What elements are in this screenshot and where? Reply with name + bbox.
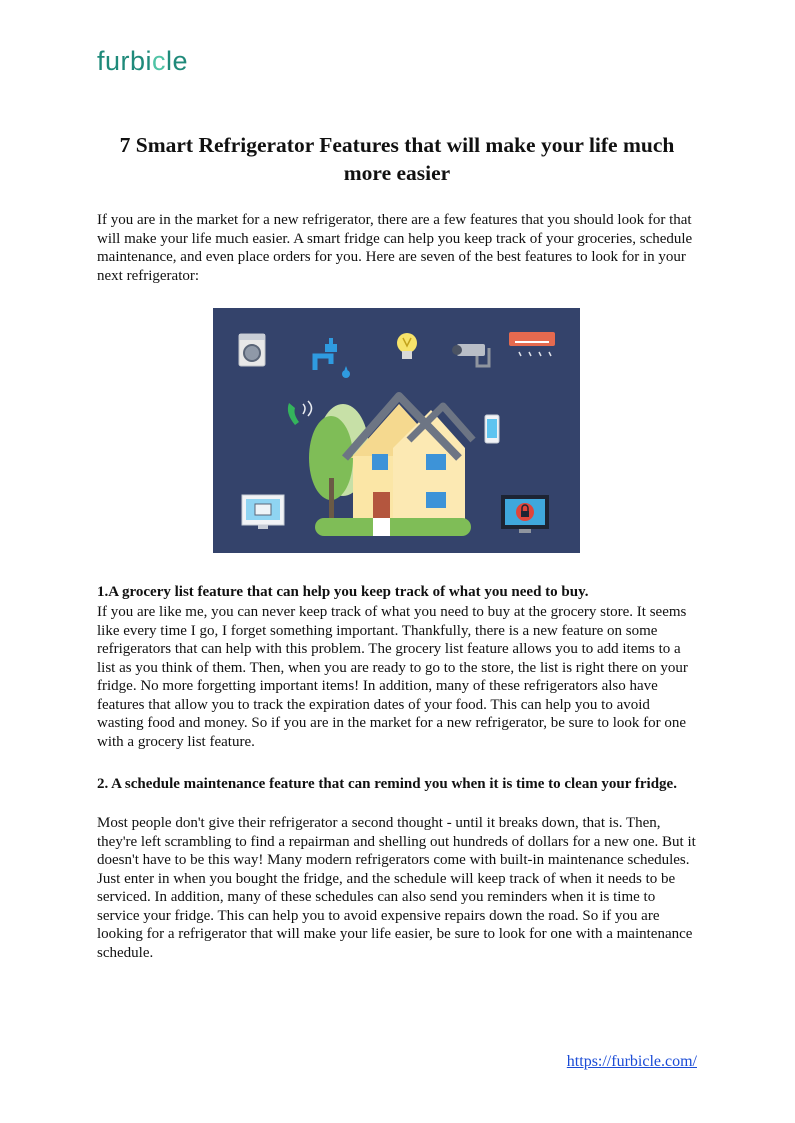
- section-1-body: If you are like me, you can never keep track of what you need to buy at the grocery store. It seems like every time I go, I forget something important. Thankfully, there is a new feature on some refrigerators that can help with this problem. The grocery list feature allows you to add items to a list as you think of them. Then, when you are ready to go to the store, the list is right there on your fridge. No more forgetting important items! In addition, many of these refrigerators also have features that allow you to track the expiration dates of your food. This can help you to avoid wasting food and money. So if you are in the market for a new refrigerator, be sure to look for one with a grocery list feature.: [97, 604, 688, 750]
- smart-home-illustration: [213, 308, 580, 553]
- mobile-phone-icon: [485, 415, 499, 443]
- section-1-heading: 1.A grocery list feature that can help you keep track of what you need to buy.: [97, 584, 589, 600]
- intro-paragraph: If you are in the market for a new refrigerator, there are a few features that you should look for that will make your life much easier. A smart fridge can help you keep track of your groceries, schedule maintenance, and even place orders for you. Here are seven of the best features to look for in your next refrigerator:: [97, 212, 693, 284]
- washing-machine-icon: [239, 334, 265, 366]
- logo-text-c: le: [166, 46, 189, 76]
- lock-screen-icon: [501, 495, 549, 533]
- section-2-heading: 2. A schedule maintenance feature that can remind you when it is time to clean your fridge.: [97, 776, 677, 792]
- logo-text-a: furbi: [97, 46, 153, 76]
- computer-monitor-icon: [242, 495, 284, 529]
- section-2-body: Most people don't give their refrigerator a second thought - until it breaks down, that is. Then, they're left scrambling to find a repairman and shelling out hundreds of dollars for a new one. But it doesn't have to be this way! Many modern refrigerators come with built-in maintenance schedules. Just enter in when you bought the fridge, and the schedule will keep track of when it needs to be serviced. In addition, many of these schedules can also send you reminders when it is time to service your fridge. This can help you to avoid expensive repairs down the road. So if you are looking for a refrigerator that will make your life easier, be sure to look for one with a maintenance schedule.: [97, 815, 696, 961]
- footer-website-link[interactable]: https://furbicle.com/: [566, 1053, 697, 1070]
- page-title: 7 Smart Refrigerator Features that will make your life much more easier: [119, 133, 675, 185]
- logo-text-b: c: [152, 46, 167, 76]
- brand-logo[interactable]: [97, 46, 188, 77]
